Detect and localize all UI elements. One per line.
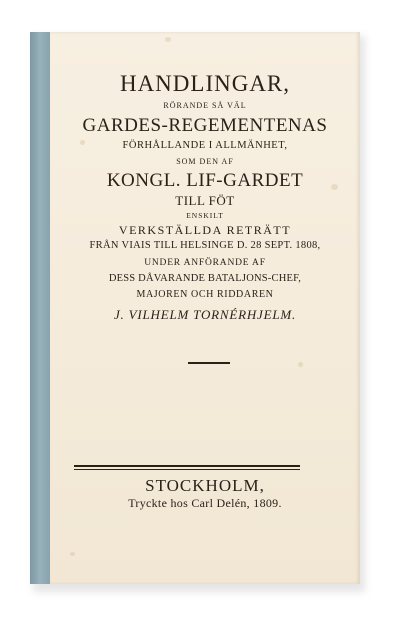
foxing-spot — [165, 37, 171, 42]
subtitle-line: TILL FÖT — [175, 193, 235, 208]
subtitle-line: ENSKILT — [186, 211, 224, 220]
subtitle-line: GARDES-REGEMENTENAS — [82, 115, 328, 136]
imprint-place: STOCKHOLM, — [145, 476, 265, 495]
subtitle-line: UNDER ANFÖRANDE AF — [144, 258, 266, 268]
imprint-rule — [74, 465, 300, 467]
subtitle-line: RÖRANDE SÅ VÄL — [163, 101, 247, 110]
main-title: HANDLINGAR, — [119, 71, 291, 96]
foxing-spot — [298, 362, 303, 367]
imprint-rule — [74, 469, 300, 470]
foxing-spot — [70, 552, 75, 556]
book-spine — [30, 32, 52, 584]
subtitle-line: MAJOREN OCH RIDDAREN — [136, 289, 274, 300]
subtitle-line: DESS DÅVARANDE BATALJONS-CHEF, — [108, 273, 302, 284]
subtitle-line: KONGL. LIF-GARDET — [106, 170, 304, 191]
subtitle-line: VERKSTÄLLDA RETRÄTT — [118, 223, 292, 237]
imprint-printer: Tryckte hos Carl Delén, 1809. — [128, 496, 282, 510]
author-name: J. VILHELM TORNÉRHJELM. — [113, 307, 297, 322]
subtitle-line: FÖRHÅLLANDE I ALLMÄNHET, — [122, 140, 288, 151]
subtitle-line: SOM DEN AF — [176, 157, 234, 166]
subtitle-line: FRÅN VIAIS TILL HELSINGE D. 28 SEPT. 1808, — [89, 240, 321, 251]
ornamental-rule — [188, 362, 230, 364]
